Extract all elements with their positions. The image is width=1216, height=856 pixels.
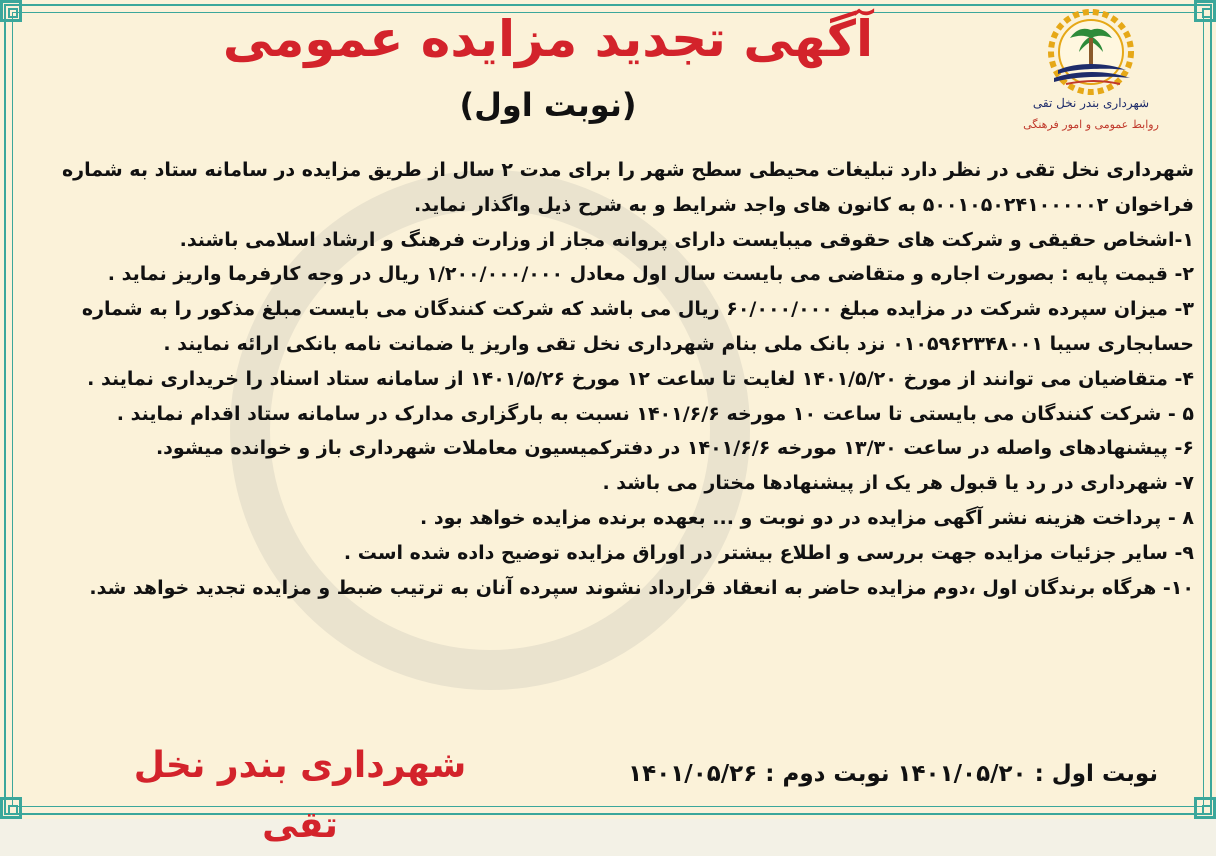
logo-department: روابط عمومی و امور فرهنگی <box>1023 118 1159 131</box>
corner-ornament <box>1194 0 1216 22</box>
corner-ornament <box>1194 797 1216 819</box>
condition-item: ۹- سایر جزئیات مزایده جهت بررسی و اطلاع بیشتر در اوراق مزایده توضیح داده شده است . <box>343 541 1194 564</box>
municipality-logo <box>1016 8 1166 148</box>
condition-item: ۳- میزان سپرده شرکت در مزایده مبلغ ۶۰/۰۰۰/۰۰۰ ریال می باشد که شرکت کنندگان می بایست مبلغ مذکور را به شماره حسابجاری سیبا ۰۱۰۵۹۶۲۳۴۸۰۰۱ نزد بانک ملی بنام شهرداری نخل تقی واریز یا ضمانت نامه بانکی ارائه نمایند . <box>81 298 1194 355</box>
palm-emblem-icon <box>1036 8 1146 100</box>
intro-paragraph: شهرداری نخل تقی در نظر دارد تبلیغات محیطی سطح شهر را برای مدت ۲ سال از طریق مزایده در سامانه ستاد به شماره فراخوان ۵۰۰۱۰۵۰۲۴۱۰۰۰۰۰۲ به کانون های واجد شرایط و به شرح ذیل واگذار نماید. <box>61 159 1194 216</box>
condition-item: ۷- شهرداری در رد یا قبول هر یک از پیشنهادها مختار می باشد . <box>602 472 1194 495</box>
corner-ornament <box>0 797 22 819</box>
condition-item: ۱۰- هرگاه برندگان اول ،دوم مزایده حاضر به انعقاد قرارداد نشوند سپرده آنان به ترتیب ضبط و مزایده تجدید خواهد شد. <box>89 576 1194 599</box>
condition-item: ۶- پیشنهادهای واصله در ساعت ۱۳/۳۰ مورخه ۱۴۰۱/۶/۶ در دفترکمیسیون معاملات شهرداری باز و خوانده میشود. <box>155 437 1194 460</box>
logo-caption: شهرداری بندر نخل تقی <box>1032 96 1150 110</box>
corner-ornament <box>0 0 22 22</box>
announcement-body <box>20 153 1194 605</box>
page-title: آگهی تجدید مزایده عمومی <box>222 10 874 68</box>
publication-dates: نوبت اول : ۱۴۰۱/۰۵/۲۰ نوبت دوم : ۱۴۰۱/۰۵/۲۶ <box>628 761 1158 787</box>
signature: شهرداری بندر نخل تقی <box>133 745 467 846</box>
condition-item: ۸ - پرداخت هزینه نشر آگهی مزایده در دو نوبت و ... بعهده برنده مزایده خواهد بود . <box>420 506 1194 529</box>
condition-item: ۲- قیمت پایه : بصورت اجاره و متقاضی می بایست سال اول معادل ۱/۲۰۰/۰۰۰/۰۰۰ ریال در وجه کارفرما واریز نماید . <box>107 263 1194 286</box>
condition-item: ۴- متقاضیان می توانند از مورخ ۱۴۰۱/۵/۲۰ لغایت تا ساعت ۱۲ مورخ ۱۴۰۱/۵/۲۶ از سامانه ستاد اسناد را خریداری نمایند . <box>87 367 1194 390</box>
condition-item: ۱-اشخاص حقیقی و شرکت های حقوقی میبایست دارای پروانه مجاز از وزارت فرهنگ و ارشاد اسلامی باشند. <box>179 228 1194 251</box>
condition-item: ۵ - شرکت کنندگان می بایستی تا ساعت ۱۰ مورخه ۱۴۰۱/۶/۶ نسبت به بارگزاری مدارک در سامانه ستاد اقدام نمایند . <box>116 402 1194 425</box>
page-subtitle: (نوبت اول) <box>459 86 637 124</box>
